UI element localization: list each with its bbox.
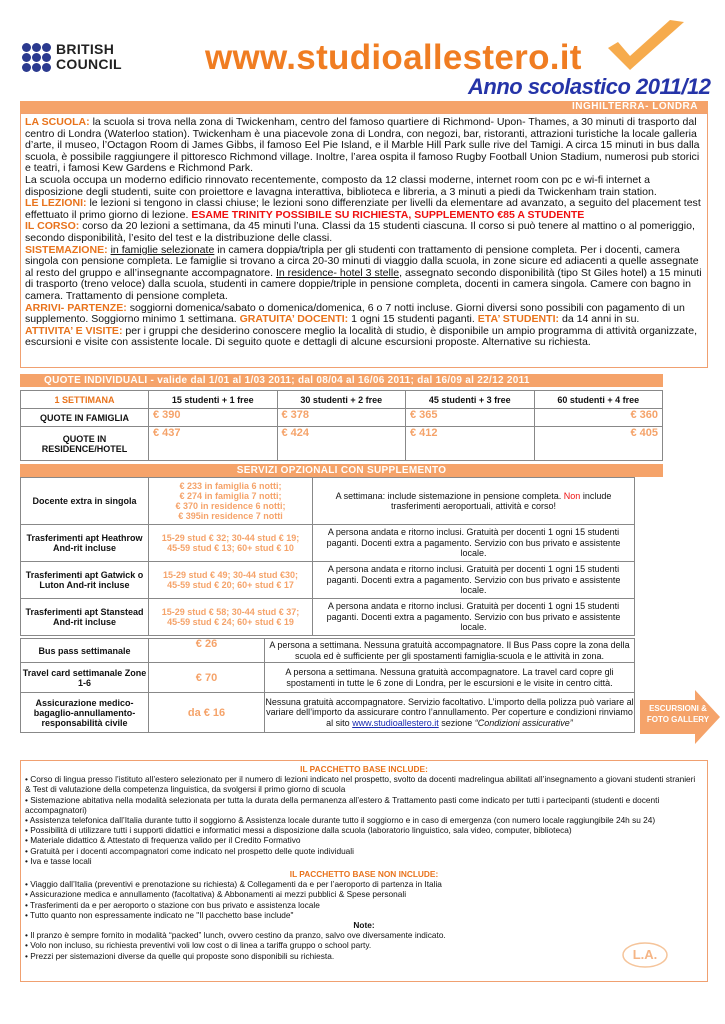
table-row xyxy=(21,693,635,733)
website-title[interactable]: www.studioallestero.it xyxy=(205,38,582,77)
quote-head-row xyxy=(21,391,663,409)
exclude-heading: IL PACCHETTO BASE NON INCLUDE: xyxy=(289,869,439,880)
quote-head-cell: 30 studenti + 2 free xyxy=(277,391,406,409)
servizi-band: SERVIZI OPZIONALI CON SUPPLEMENTO xyxy=(20,464,663,477)
service-desc: A persona a settimana. Nessuna gratuità accompagnatore. Il Bus Pass copre la zona della scuola ed è sufficiente per gli spostamenti famiglia-scuola e le attività in zona. xyxy=(265,639,635,663)
list-item: • Materiale didattico & Attestato di frequenza valido per il Credito Formativo xyxy=(25,835,301,846)
service-desc: A settimana: include sistemazione in pensione completa. Non include trasferimenti aeroportuali, attività e corso! xyxy=(313,478,635,525)
list-item: • Assicurazione medica e annullamento (facoltativa) & Abbonamenti ai mezzi pubblici & Spese personali xyxy=(25,889,407,900)
logo-dots-icon xyxy=(22,43,52,73)
table-row xyxy=(21,639,635,663)
quote-head-cell: 45 studenti + 3 free xyxy=(406,391,535,409)
table-row xyxy=(21,599,635,636)
service-name: Docente extra in singola xyxy=(21,478,149,525)
row-label: QUOTE IN RESIDENCE/HOTEL xyxy=(21,427,149,461)
list-item: • Iva e tasse locali xyxy=(25,855,92,866)
service-desc: A persona andata e ritorno inclusi. Gratuità per docenti 1 ogni 15 studenti paganti. Docenti extra a pagamento. Servizio con bus privato e assistente locale. xyxy=(313,599,635,636)
quote-head-cell: 60 studenti + 4 free xyxy=(534,391,663,409)
row-label: QUOTE IN FAMIGLIA xyxy=(21,409,149,427)
table-row xyxy=(21,562,635,599)
arrow-label-2: FOTO GALLERY xyxy=(646,715,710,724)
price-cell: € 405 xyxy=(534,427,663,461)
intro-box xyxy=(20,113,708,368)
list-item: • Il pranzo è sempre fornito in modalità “packed” lunch, ovvero cestino da pranzo, salvo ove diversamente indicato. xyxy=(25,930,446,941)
list-item: • Prezzi per sistemazioni diverse da quelle qui proposte sono disponibili su richiesta. xyxy=(25,950,335,961)
table-row xyxy=(21,663,635,693)
price-cell: € 360 xyxy=(534,409,663,427)
service-price: 15-29 stud € 58; 30-44 stud € 37; 45-59 stud € 24; 60+ stud € 19 xyxy=(149,599,313,636)
paragraph-scuola: LA SCUOLA: la scuola si trova nella zona di Twickenham, centro del famoso quartiere di Richmond- Upon- Thames, a 30 minuti di trasporto dal centro di Londra (Waterloo station). Twickenham è una piacevole zona di Londra, con negozi, bar, ristoranti, attrazioni turistiche la locale galleria d’arte, il museo, l’Octagon Room di James Gibbs, il famoso Eel Pie Island, e il Marble Hill Park sulle rive del Tamigi. A circa 15 minuti in bus dalla scuola, è possibile raggiungere il pittoresco Richmond village. Inoltre, l’area ospita il famoso Rugby Football Union Stadium, numerosi pub storici e teatri, i famosi Kew Gardens e Richmond Park. xyxy=(25,116,700,175)
logo-line1: BRITISH xyxy=(56,41,115,57)
service-name: Assicurazione medico-bagaglio-annullamento-responsabilità civile xyxy=(21,693,149,733)
quote-head-cell: 15 studenti + 1 free xyxy=(149,391,278,409)
school-year: Anno scolastico 2011/12 xyxy=(468,74,711,99)
list-item: • Volo non incluso, su richiesta preventivi voli low cost o di linea a tariffa gruppo o school party. xyxy=(25,940,372,951)
service-name: Trasferimenti apt Gatwick o Luton And-rit incluse xyxy=(21,562,149,599)
package-box xyxy=(20,760,708,982)
service-name: Trasferimenti apt Heathrow And-rit incluse xyxy=(21,525,149,562)
list-item: • Assistenza telefonica dall’Italia durante tutto il soggiorno & Assistenza locale durante tutto il soggiorno e in caso di emergenza (con numero locale raggiungibile 24h su 24) xyxy=(25,815,656,826)
la-stamp xyxy=(620,940,670,970)
gallery-arrow-button[interactable] xyxy=(640,690,720,745)
paragraph-corso: IL CORSO: corso da 20 lezioni a settimana, da 45 minuti l’una. Classi da 15 studenti ciascuna. Il corso si può tenere al mattino o al pomeriggio, secondo disponibilità, l’esito del test e la distribuzione delle classi. xyxy=(25,220,695,244)
service-price: € 70 xyxy=(149,663,265,693)
paragraph-arrivi: ARRIVI- PARTENZE: soggiorni domenica/sabato o domenica/domenica, 6 o 7 notti incluse. Giorni diversi sono possibili con pagamento di un supplemento. Soggiorno minimo 1 settimana. GRATUITA’ DOCENTI: 1 ogni 15 studenti paganti. ETA’ STUDENTI: da 14 anni in su. xyxy=(25,301,685,326)
quote-band: QUOTE INDIVIDUALI - valide dal 1/01 al 1/03 2011; dal 08/04 al 16/06 2011; dal 16/09 al 22/12 2011 xyxy=(20,374,663,387)
price-cell: € 390 xyxy=(149,409,278,427)
servizi-table-2 xyxy=(20,638,635,733)
la-text: L.A. xyxy=(632,947,658,962)
include-heading: IL PACCHETTO BASE INCLUDE: xyxy=(300,764,428,774)
insurance-link[interactable]: www.studioallestero.it xyxy=(352,717,439,728)
quote-table xyxy=(20,390,663,461)
list-item: • Possibilità di utilizzare tutti i supporti didattici e informatici messi a disposizione dalla scuola (laboratorio linguistico, sala video, computer, biblioteca) xyxy=(25,825,572,836)
service-name: Travel card settimanale Zone 1-6 xyxy=(21,663,149,693)
british-council-logo xyxy=(22,42,132,76)
arrow-label-1: ESCURSIONI & xyxy=(649,704,707,713)
table-row xyxy=(21,409,663,427)
paragraph-scuola-2: La scuola occupa un moderno edificio rinnovato recentemente, composto da 12 classi moderne, internet room con pc e wi-fi internet a disposizione degli studenti, suite con proiettore e lavagna interattiva, biblioteca e libreria, a 3 minuti a piedi da Twickenham train station. xyxy=(25,173,657,198)
service-price: 15-29 stud € 49; 30-44 stud €30; 45-59 stud € 20; 60+ stud € 17 xyxy=(149,562,313,599)
service-price: € 233 in famiglia 6 notti; € 274 in famiglia 7 notti; € 370 in residence 6 notti; € 395in residence 7 notti xyxy=(149,478,313,525)
price-cell: € 412 xyxy=(406,427,535,461)
table-row xyxy=(21,525,635,562)
paragraph-sistemazione: SISTEMAZIONE: in famiglie selezionate in camera doppia/tripla per gli studenti con trattamento di pensione completa. Per i docenti, camera singola con pensione completa. Le famiglie si trovano a circa 20-30 minuti di viaggio dalla scuola, in zone sicure ed adiacenti a quelle assegnate al resto del gruppo e all’insegnante accompagnatore. In residence- hotel 3 stelle, assegnato secondo disponibilità (tipo St Giles hotel) a 15 minuti di trasporto (treno veloce) dalla scuola, studenti in camere doppie/triple in pensione completa, docenti in camera singola. Camere con bagno in camera. Trattamento di pensione completa. xyxy=(25,243,702,302)
paragraph-attivita: ATTIVITA’ E VISITE: per i gruppi che desiderino conoscere meglio la località di studio, è disponibile un ampio programma di attività organizzate, escursioni e visite con assistente locale. Di seguito quote e dettagli di alcune escursioni proposte. Alternative su richiesta. xyxy=(25,324,698,349)
list-item: • Corso di lingua presso l’istituto all’estero selezionato per il numero di lezioni indicato nel prospetto, svolto da docenti madrelingua abilitati all’insegnamento a giovani studenti stranieri & Test di valutazione della competenza linguistica, da svolgersi il primo giorno di scuola xyxy=(25,774,696,795)
service-desc: A persona andata e ritorno inclusi. Gratuità per docenti 1 ogni 15 studenti paganti. Docenti extra a pagamento. Servizio con bus privato e assistente locale. xyxy=(313,525,635,562)
table-row xyxy=(21,427,663,461)
price-cell: € 378 xyxy=(277,409,406,427)
list-item: • Viaggio dall’Italia (preventivi e prenotazione su richiesta) & Collegamenti da e per l’aeroporto di partenza in Italia xyxy=(25,879,442,890)
price-cell: € 437 xyxy=(149,427,278,461)
service-desc: A persona a settimana. Nessuna gratuità accompagnatore. La travel card copre gli spostamenti in tutte le 6 zone di Londra, per le escursioni e le visite in centro città. xyxy=(265,663,635,693)
checkmark-icon xyxy=(600,18,690,78)
service-price: 15-29 stud € 32; 30-44 stud € 19; 45-59 stud € 13; 60+ stud € 10 xyxy=(149,525,313,562)
servizi-table xyxy=(20,477,635,636)
price-cell: € 424 xyxy=(277,427,406,461)
list-item: • Gratuità per i docenti accompagnatori come indicato nel prospetto delle quote individuali xyxy=(25,845,354,856)
service-price: € 26 xyxy=(149,639,265,663)
logo-line2: COUNCIL xyxy=(56,56,122,72)
region-band: INGHILTERRA- LONDRA xyxy=(20,101,708,113)
list-item: • Tutto quanto non espressamente indicato ne "Il pacchetto base include" xyxy=(25,909,294,920)
price-cell: € 365 xyxy=(406,409,535,427)
notes-heading: Note: xyxy=(353,920,375,931)
service-desc: A persona andata e ritorno inclusi. Gratuità per docenti 1 ogni 15 studenti paganti. Docenti extra a pagamento. Servizio con bus privato e assistente locale. xyxy=(313,562,635,599)
service-price: da € 16 xyxy=(149,693,265,733)
list-item: • Sistemazione abitativa nella modalità selezionata per tutta la durata della permanenza all’estero & Trattamento pasti come indicato per tutti i partecipanti (studenti e docenti accompagnatori) xyxy=(25,794,660,815)
paragraph-lezioni: LE LEZIONI: le lezioni si tengono in classi chiuse; le lezioni sono differenziate per livelli da elementare ad avanzato, a seguito del placement test effettuato il primo giorno di lezione. ESAME TRINITY POSSIBILE SU RICHIESTA, SUPPLEMENTO €85 A STUDENTE xyxy=(25,197,701,221)
service-name: Trasferimenti apt Stanstead And-rit incluse xyxy=(21,599,149,636)
service-desc: Nessuna gratuità accompagnatore. Servizio facoltativo. L’importo della polizza può variare al variare dell’importo da assicurare contro l’annullamento. Per coperture e condizioni rinviamo al sito www.studioallestero.it sezione “Condizioni assicurative” xyxy=(265,693,635,733)
list-item: • Trasferimenti da e per aeroporto o stazione con bus privato e assistenza locale xyxy=(25,899,320,910)
table-row xyxy=(21,478,635,525)
quote-head-cell: 1 SETTIMANA xyxy=(21,391,149,409)
service-name: Bus pass settimanale xyxy=(21,639,149,663)
